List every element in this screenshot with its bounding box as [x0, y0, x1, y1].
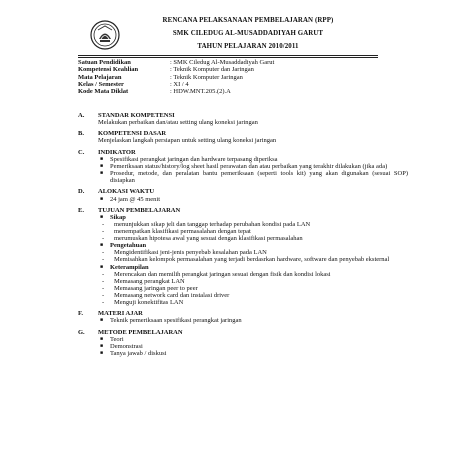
bullet-icon: ■: [100, 243, 104, 249]
school-name: SMK CILEDUG AL-MUSADDADIYAH GARUT: [172, 30, 324, 37]
section-materi-ajar: [78, 310, 408, 324]
list-item-text: Merencakan dan memilih perangkat jaringan sesuai dengan fisik dan kondisi lokasi: [114, 270, 331, 278]
list-item-text: Pemeriksaan status/history/log sheet hasil perawatan dan atau perbaikan yang terakhir dilakukan (jika ada): [110, 162, 388, 170]
list-item-text: menunjukkan sikap jeli dan tanggap terhadap perubahan kondisi pada LAN: [114, 220, 311, 228]
info-row: [78, 59, 274, 66]
list-item-text: Prosedur, metode, dan peralatan bantu pemeriksaan (seperti tools kit) yang akan digunakan (sesuai SOP) disiapkan: [110, 170, 408, 185]
list-item-text: Memasang network card dan instalasi driver: [114, 291, 230, 299]
bullet-icon: ■: [100, 343, 104, 349]
info-row: [78, 88, 274, 95]
dash-marker: -: [102, 256, 105, 264]
bullet-icon: ■: [100, 336, 104, 342]
list-item-text: Spesifikasi perangkat jaringan dan hardware terpasang diperiksa: [110, 155, 278, 163]
list-item: [102, 235, 408, 242]
bullet-icon: ■: [100, 264, 104, 270]
list-item: [102, 299, 408, 306]
info-label: Mata Pelajaran: [78, 73, 122, 81]
section-heading: [78, 112, 408, 119]
list-item: [100, 317, 408, 324]
section-title: METODE PEMBELAJARAN: [98, 328, 183, 336]
list-item: [102, 256, 408, 263]
section-tujuan-pembelajaran: [78, 207, 408, 306]
info-label: Kompetensi Keahlian: [78, 66, 139, 74]
info-value: : XI / 4: [170, 80, 189, 88]
subsection-heading-pengetahuan: [78, 242, 408, 249]
info-row: [78, 74, 274, 81]
info-row: [78, 66, 274, 73]
list-item-text: Demonstrasi: [110, 342, 143, 350]
identity-table: [78, 59, 274, 95]
list-item: [100, 170, 408, 184]
dash-list: [78, 221, 408, 242]
dash-marker: -: [102, 270, 105, 278]
dash-marker: -: [102, 220, 105, 228]
section-text: Melakukan perbaikan dan/atau setting ulang koneksi jaringan: [98, 119, 258, 127]
list-item-text: menempatkan klasifikasi permasalahan dengan tepat: [114, 228, 251, 236]
header-divider: [78, 55, 378, 56]
academic-year: TAHUN PELAJARAN 2010/2011: [197, 43, 299, 50]
list-item: [100, 350, 408, 357]
section-letter: C.: [78, 148, 85, 156]
list-item: [100, 336, 408, 343]
dash-marker: -: [102, 291, 105, 299]
dash-list: [78, 249, 408, 263]
subsection-heading-sikap: [78, 214, 408, 221]
subsection-title: Pengetahuan: [110, 242, 147, 250]
section-heading: [78, 207, 408, 214]
info-value: : SMK Ciledug Al-Musaddadiyah Garut: [170, 59, 275, 66]
section-heading: [78, 130, 408, 137]
document-title: RENCANA PELAKSANAAN PEMBELAJARAN (RPP): [162, 17, 334, 24]
list-item: [102, 228, 408, 235]
section-heading: [78, 329, 408, 336]
section-title: ALOKASI WAKTU: [98, 188, 155, 196]
subsection-title: Sikap: [110, 213, 126, 221]
info-row: [78, 81, 274, 88]
dash-marker: -: [102, 284, 105, 292]
dash-marker: -: [102, 235, 105, 243]
dash-marker: -: [102, 228, 105, 236]
bullet-list: [78, 156, 408, 184]
section-letter: D.: [78, 188, 85, 196]
bullet-icon: ■: [100, 163, 104, 169]
document-body: [78, 112, 408, 361]
list-item-text: Menguji konektifitas LAN: [114, 299, 184, 306]
dash-marker: -: [102, 249, 105, 257]
info-label: Satuan Pendidikan: [78, 59, 131, 66]
bullet-icon: ■: [100, 214, 104, 220]
section-heading: [78, 149, 408, 156]
section-title: TUJUAN PEMBELAJARAN: [98, 206, 181, 214]
list-item-text: Teknik pemeriksaan spesifikasi perangkat jaringan: [110, 317, 242, 325]
bullet-icon: ■: [100, 156, 104, 162]
section-letter: E.: [78, 206, 84, 214]
section-heading: [78, 310, 408, 317]
info-value: : HDW.MNT.205.(2).A: [170, 88, 231, 96]
bullet-list: [78, 196, 408, 203]
list-item: [100, 196, 408, 203]
list-item-text: Memasang jaringan peer to peer: [114, 284, 198, 292]
list-item: [102, 271, 408, 278]
list-item: [102, 221, 408, 228]
section-text: Menjelaskan langkah persiapan untuk setting ulang koneksi jaringan: [98, 137, 277, 145]
section-letter: A.: [78, 112, 85, 119]
section-indikator: [78, 149, 408, 184]
dash-marker: -: [102, 277, 105, 285]
subsection-heading-keterampilan: [78, 264, 408, 271]
dash-marker: -: [102, 299, 105, 306]
section-title: STANDAR KOMPETENSI: [98, 112, 175, 119]
bullet-icon: ■: [100, 350, 104, 356]
section-letter: B.: [78, 130, 84, 138]
list-item-text: Mengidentifikasi jeni-jenis penyebab kesalahan pada LAN: [114, 249, 267, 257]
header-divider: [78, 57, 378, 58]
section-heading: [78, 188, 408, 195]
list-item: [100, 163, 408, 170]
section-letter: G.: [78, 328, 85, 336]
section-title: KOMPETENSI DASAR: [98, 130, 167, 138]
bullet-list: [78, 317, 408, 324]
section-title: INDIKATOR: [98, 148, 136, 156]
list-item-text: Tanya jawab / diskusi: [110, 349, 167, 357]
list-item: [102, 249, 408, 256]
school-emblem-logo: [90, 20, 120, 50]
section-title: MATERI AJAR: [98, 310, 143, 318]
info-label: Kelas / Semester: [78, 80, 124, 88]
bullet-icon: ■: [100, 171, 104, 177]
bullet-icon: ■: [100, 196, 104, 202]
info-label: Kode Mata Diklat: [78, 88, 129, 96]
dash-list: [78, 271, 408, 306]
bullet-icon: ■: [100, 318, 104, 324]
section-letter: F.: [78, 310, 83, 318]
section-alokasi-waktu: [78, 188, 408, 202]
list-item: [100, 343, 408, 350]
section-metode-pembelajaran: [78, 329, 408, 357]
section-standar-kompetensi: [78, 112, 408, 126]
list-item-text: Memisahkan kelompok permasalahan yang terjadi berdasrkan hardware, software dan penyebab eksternal: [114, 256, 390, 264]
list-item-text: 24 jam @ 45 menit: [110, 195, 161, 203]
subsection-title: Keterampilan: [110, 263, 149, 271]
list-item-text: Teori: [110, 335, 124, 343]
list-item-text: merumuskan hipotesa awal yang sesuai dengan klasifikasi permasalahan: [114, 235, 303, 243]
bullet-list: [78, 336, 408, 357]
list-item: [102, 292, 408, 299]
list-item-text: Memasang perangkat LAN: [114, 277, 185, 285]
section-kompetensi-dasar: [78, 130, 408, 144]
list-item: [102, 278, 408, 285]
list-item: [100, 156, 408, 163]
info-value: : Teknik Komputer Jaringan: [170, 73, 243, 81]
info-value: : Teknik Komputer dan Jaringan: [170, 66, 254, 74]
list-item: [102, 285, 408, 292]
